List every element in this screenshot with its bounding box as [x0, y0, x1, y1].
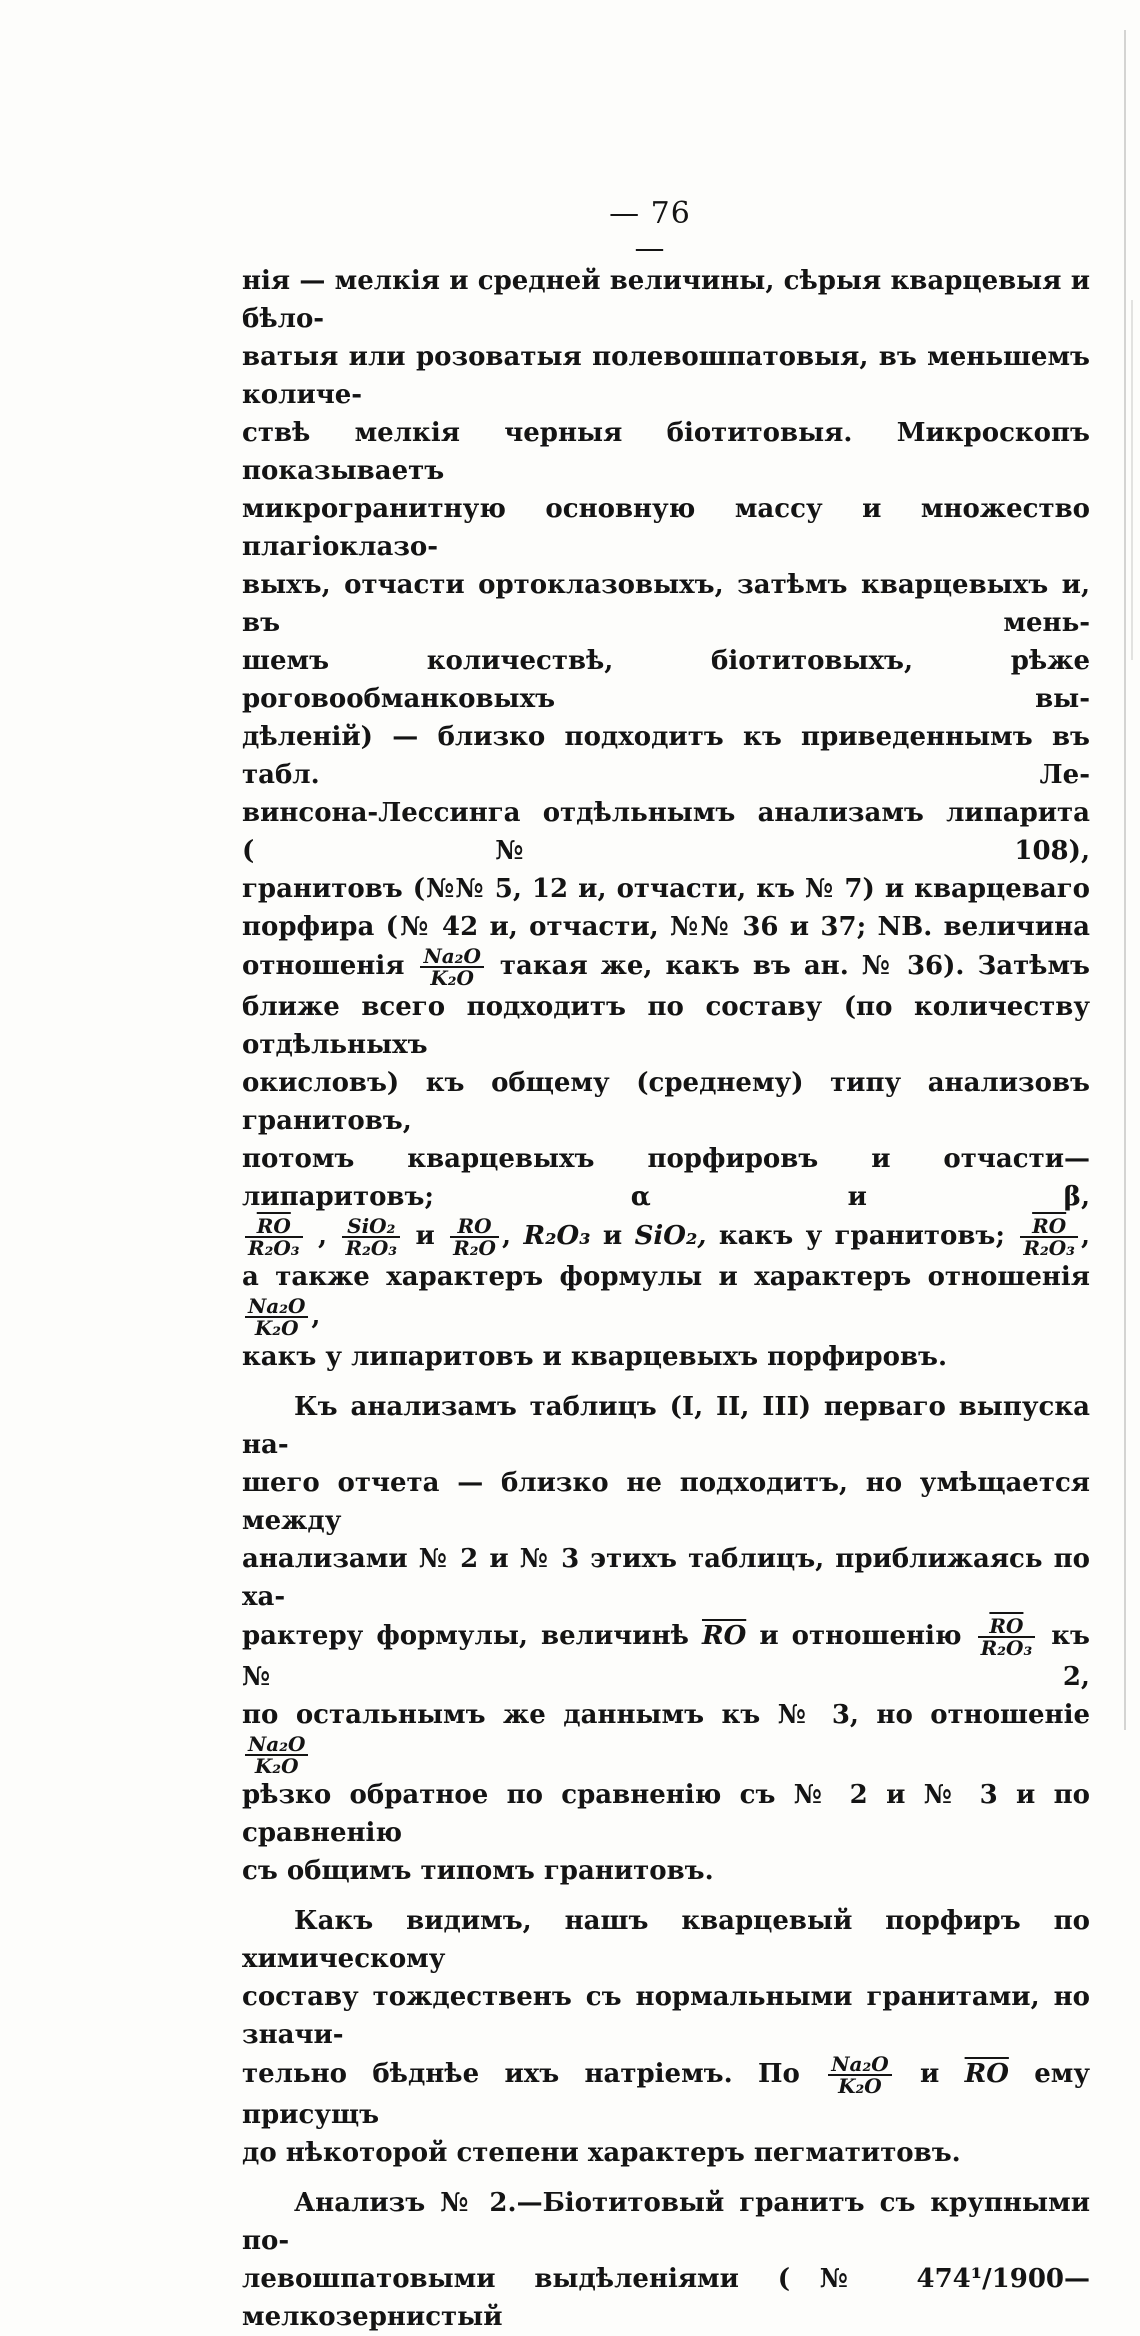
- text-line: порфира (№ 42 и, отчасти, №№ 36 и 37; NB. величина: [242, 912, 1090, 942]
- fraction-ro-r2o3: [245, 1216, 303, 1258]
- text-fragment: а также характеръ формулы и характеръ отношенія: [242, 1262, 1090, 1292]
- paragraph-2: [242, 1388, 1090, 1890]
- text-line: съ общимъ типомъ гранитовъ.: [242, 1856, 714, 1886]
- text-line: дѣленій) — близко подходитъ къ приведеннымъ въ табл. Ле-: [242, 722, 1090, 790]
- text-line: окисловъ) къ общему (среднему) типу анализовъ гранитовъ,: [242, 1068, 1090, 1136]
- paragraph-gap: [242, 1890, 1090, 1902]
- fraction-ro-r2o3: [1020, 1216, 1078, 1258]
- fraction-denominator: R₂O₃: [980, 1636, 1033, 1660]
- text-fragment: такая же, какъ въ ан. № 36). Затѣмъ: [499, 951, 1090, 981]
- fraction-denominator: K₂O: [254, 1316, 299, 1340]
- text-fragment: ему присущъ: [242, 2059, 1090, 2130]
- fraction-numerator: RO: [450, 1216, 499, 1238]
- formula-sio2: SiO₂,: [634, 1221, 707, 1251]
- text-line: [242, 946, 1090, 988]
- text-fragment: какъ у гранитовъ;: [718, 1221, 1005, 1251]
- paragraph-3: [242, 1902, 1090, 2172]
- fraction-denominator: K₂O: [430, 966, 474, 990]
- text-line: ближе всего подходитъ по составу (по количеству отдѣльныхъ: [242, 992, 1090, 1060]
- fraction-denominator: R₂O₃: [248, 1236, 300, 1260]
- text-fragment: по остальнымъ же даннымъ къ № 3, но отношеніе: [242, 1700, 1090, 1730]
- paragraph-gap: [242, 2172, 1090, 2184]
- text-fragment: ,: [501, 1221, 512, 1251]
- paragraph-1: [242, 262, 1090, 1376]
- text-line: [242, 1258, 1090, 1338]
- fraction-na2o-k2o: [245, 1734, 308, 1776]
- fraction-na2o-k2o: [828, 2054, 891, 2096]
- fraction-denominator: R₂O: [453, 1236, 496, 1260]
- text-line: ствѣ мелкія черныя біотитовыя. Микроскопъ показываетъ: [242, 418, 1090, 486]
- fraction-ro-r2o: [450, 1216, 499, 1258]
- text-fragment: тельно бѣднѣе ихъ натріемъ. По: [242, 2059, 800, 2089]
- text-fragment: и отношенію: [759, 1621, 962, 1651]
- fraction-numerator: Na₂O: [245, 1296, 308, 1318]
- paragraph-4: [242, 2184, 1090, 2336]
- text-line: рѣзко обратное по сравненію съ № 2 и № 3 и по сравненію: [242, 1780, 1090, 1848]
- fraction-ro-r2o3: [978, 1616, 1036, 1658]
- fraction-numerator: Na₂O: [828, 2054, 891, 2076]
- text-line: нія — мелкія и средней величины, сѣрыя кварцевыя и бѣло-: [242, 266, 1090, 334]
- text-line: шего отчета — близко не подходитъ, но умѣщается между: [242, 1468, 1090, 1536]
- fraction-numerator: $\overline{RO}$: [245, 1216, 303, 1238]
- text-line: шемъ количествѣ, біотитовыхъ, рѣже роговообманковыхъ вы-: [242, 646, 1090, 714]
- fraction-numerator: $\overline{RO}$: [978, 1616, 1036, 1638]
- fraction-na2o-k2o: [245, 1296, 308, 1338]
- paragraph-gap: [242, 1376, 1090, 1388]
- fraction-denominator: R₂O₃: [345, 1236, 398, 1260]
- fraction-denominator: K₂O: [838, 2074, 882, 2098]
- text-fragment: отношенія: [242, 951, 405, 981]
- text-fragment: ,: [311, 1301, 321, 1331]
- text-line: анализами № 2 и № 3 этихъ таблицъ, приближаясь по ха-: [242, 1544, 1090, 1612]
- text-line: выхъ, отчасти ортоклазовыхъ, затѣмъ кварцевыхъ и, въ мень-: [242, 570, 1090, 638]
- text-line: до нѣкоторой степени характеръ пегматитовъ.: [242, 2138, 961, 2168]
- text-line: [242, 1216, 1090, 1258]
- text-fragment: и: [602, 1221, 623, 1251]
- formula-ro: $\overline{RO}$: [964, 2059, 1009, 2089]
- text-line: какъ у липаритовъ и кварцевыхъ порфировъ.: [242, 1342, 948, 1372]
- page-edge-line: [1124, 30, 1126, 1730]
- page-number: — 76 —: [609, 196, 691, 266]
- fraction-denominator: R₂O₃: [1023, 1236, 1075, 1260]
- formula-ro: $\overline{RO}$: [701, 1621, 747, 1651]
- text-line: [242, 2054, 1090, 2134]
- fraction-numerator: SiO₂: [342, 1216, 400, 1238]
- text-line: левошпатовыми выдѣленіями (№ 474¹/1900—мелкозернистый: [242, 2264, 1090, 2332]
- fraction-na2o-k2o: [420, 946, 483, 988]
- fraction-numerator: Na₂O: [245, 1734, 308, 1756]
- text-fragment: ,: [1080, 1221, 1090, 1251]
- text-fragment: рактеру формулы, величинѣ: [242, 1621, 689, 1651]
- text-fragment: и: [415, 1221, 435, 1251]
- text-line: [242, 1696, 1090, 1776]
- fraction-numerator: Na₂O: [420, 946, 483, 968]
- text-line: ватыя или розоватыя полевошпатовыя, въ меньшемъ количе-: [242, 342, 1090, 410]
- text-line: Какъ видимъ, нашъ кварцевый порфиръ по химическому: [242, 1906, 1090, 1974]
- text-fragment: къ № 2,: [242, 1621, 1091, 1692]
- text-line: составу тождественъ съ нормальными гранитами, но значи-: [242, 1982, 1090, 2050]
- text-line: винсона-Лессинга отдѣльнымъ анализамъ липарита (№ 108),: [242, 798, 1090, 866]
- text-fragment: и: [919, 2059, 940, 2089]
- fraction-numerator: $\overline{RO}$: [1020, 1216, 1078, 1238]
- fraction-denominator: K₂O: [254, 1754, 299, 1778]
- text-fragment: ,: [317, 1221, 328, 1251]
- body-text: [242, 262, 1090, 2336]
- text-line: гранитовъ (№№ 5, 12 и, отчасти, къ № 7) и кварцеваго: [242, 874, 1090, 904]
- text-line: Къ анализамъ таблицъ (I, II, III) перваго выпуска на-: [242, 1392, 1090, 1460]
- text-line: [242, 1616, 1090, 1696]
- text-line: потомъ кварцевыхъ порфировъ и отчасти—липаритовъ; α и β,: [242, 1144, 1090, 1212]
- formula-r2o3: R₂O₃: [523, 1221, 591, 1251]
- text-line: микрогранитную основную массу и множество плагіоклазо-: [242, 494, 1090, 562]
- text-line: Анализъ № 2.—Біотитовый гранитъ съ крупными по-: [242, 2188, 1090, 2256]
- page-edge-line: [1131, 300, 1133, 660]
- fraction-sio2-r2o3: [342, 1216, 400, 1258]
